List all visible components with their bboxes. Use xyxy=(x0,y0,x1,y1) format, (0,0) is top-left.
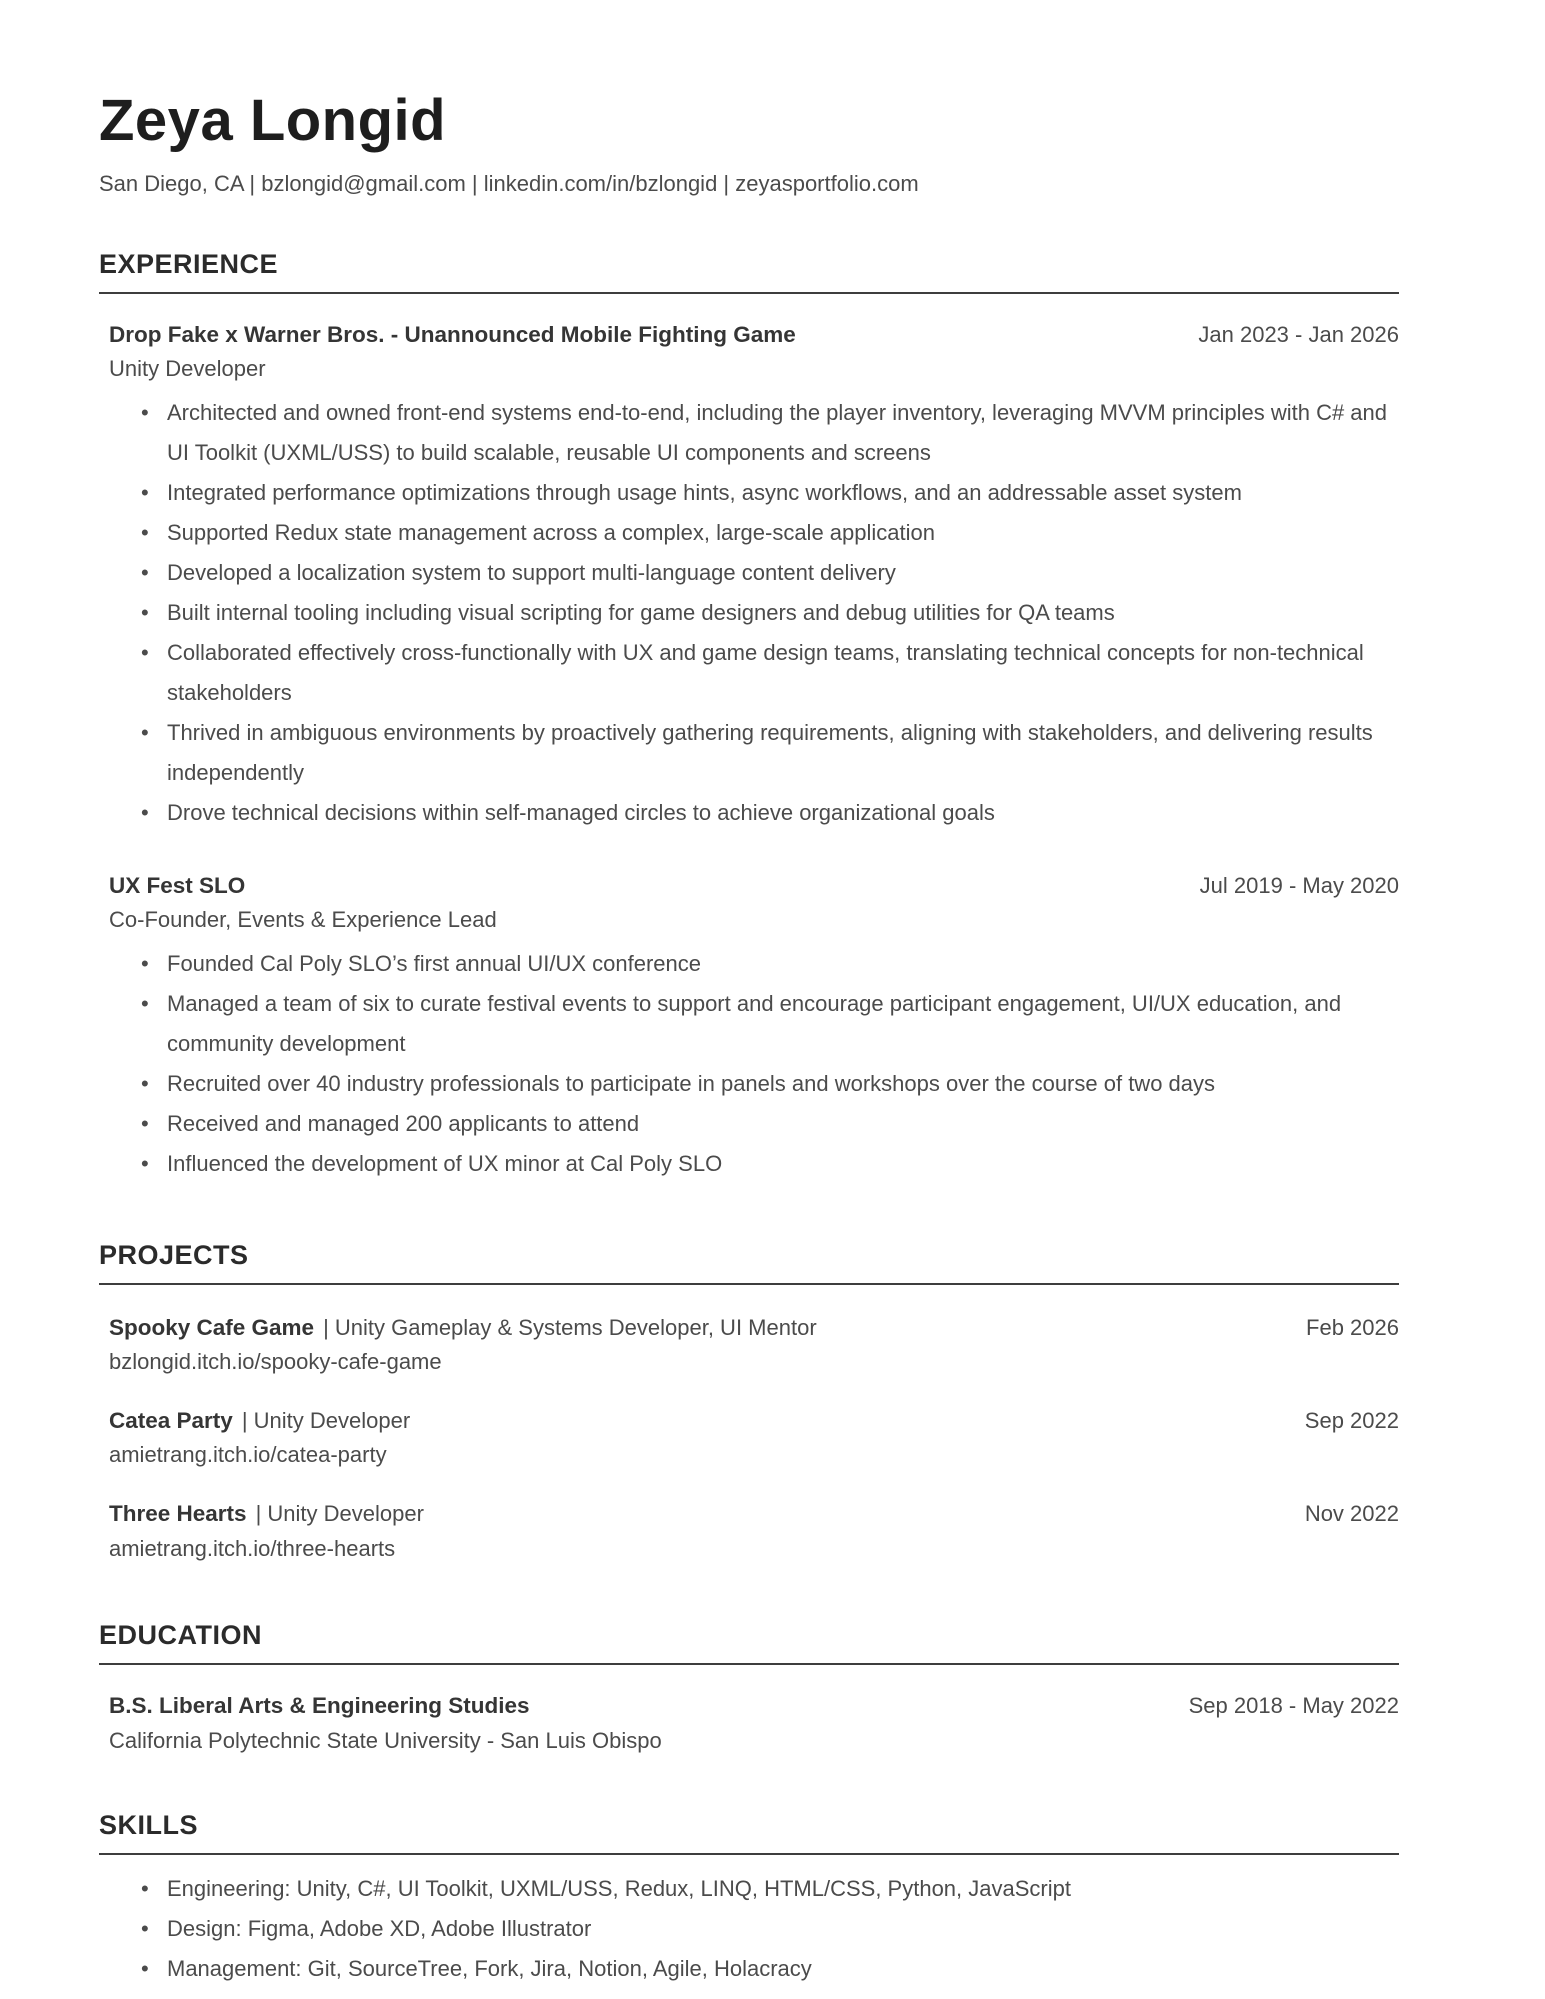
section-skills xyxy=(99,1810,1399,1989)
job-bullet: • Managed a team of six to curate festival events to support and encourage participant engagement, UI/UX education, and community development xyxy=(133,984,1399,1064)
project-role: | Unity Gameplay & Systems Developer, UI Mentor xyxy=(323,1315,817,1341)
job-bullet: • Developed a localization system to support multi-language content delivery xyxy=(133,553,1399,593)
skill-bullet-design: • Design: Figma, Adobe XD, Adobe Illustrator xyxy=(133,1909,1399,1949)
job-bullet: • Influenced the development of UX minor at Cal Poly SLO xyxy=(133,1144,1399,1184)
education-entry xyxy=(109,1691,1399,1753)
candidate-name: Zeya Longid xyxy=(99,88,447,153)
school-name: California Polytechnic State University - San Luis Obispo xyxy=(109,1727,662,1753)
job-role: Unity Developer xyxy=(109,355,266,381)
experience-heading: EXPERIENCE xyxy=(99,249,1399,294)
project-date: Feb 2026 xyxy=(1306,1315,1399,1341)
section-education xyxy=(99,1620,1399,1753)
job-bullet: • Collaborated effectively cross-functionally with UX and game design teams, translating technical concepts for non-technical stakeholders xyxy=(133,633,1399,713)
skill-bullet-management: • Management: Git, SourceTree, Fork, Jira, Notion, Agile, Holacracy xyxy=(133,1949,1399,1989)
job-bullet: • Recruited over 40 industry professionals to participate in panels and workshops over the course of two days xyxy=(133,1064,1399,1104)
project-title: Spooky Cafe Game xyxy=(109,1315,315,1341)
job-bullet: • Architected and owned front-end systems end-to-end, including the player inventory, leveraging MVVM principles with C# and UI Toolkit (UXML/USS) to build scalable, reusable UI components and screens xyxy=(133,393,1399,473)
skills-bullet-list xyxy=(109,1869,1399,1989)
project-entry-spooky-cafe xyxy=(109,1313,1399,1378)
job-bullet: • Supported Redux state management across a complex, large-scale application xyxy=(133,513,1399,553)
education-heading: EDUCATION xyxy=(99,1620,1399,1665)
project-link: bzlongid.itch.io/spooky-cafe-game xyxy=(109,1349,442,1375)
education-date: Sep 2018 - May 2022 xyxy=(1188,1693,1399,1719)
project-title-line xyxy=(109,1499,424,1528)
job-title-row xyxy=(109,320,1399,349)
skills-list-wrap xyxy=(109,1869,1399,1989)
job-bullet: • Integrated performance optimizations through usage hints, async workflows, and an addressable asset system xyxy=(133,473,1399,513)
job-bullet: • Thrived in ambiguous environments by proactively gathering requirements, aligning with stakeholders, and delivering results independently xyxy=(133,713,1399,793)
project-role: | Unity Developer xyxy=(255,1501,424,1527)
project-title-row xyxy=(109,1499,1399,1528)
project-entry-catea-party xyxy=(109,1406,1399,1471)
section-experience xyxy=(99,249,1399,1185)
project-link: amietrang.itch.io/three-hearts xyxy=(109,1535,396,1561)
job-title-row xyxy=(109,871,1399,900)
project-date: Nov 2022 xyxy=(1304,1501,1399,1527)
section-projects xyxy=(99,1240,1399,1564)
project-title: Catea Party xyxy=(109,1408,233,1434)
project-title-row xyxy=(109,1313,1399,1342)
job-entry-uxfest xyxy=(109,871,1399,1184)
skill-bullet-engineering: • Engineering: Unity, C#, UI Toolkit, UXML/USS, Redux, LINQ, HTML/CSS, Python, JavaScript xyxy=(133,1869,1399,1909)
project-date: Sep 2022 xyxy=(1304,1408,1399,1434)
project-role: | Unity Developer xyxy=(241,1408,411,1434)
project-entry-three-hearts xyxy=(109,1499,1399,1564)
project-title-row xyxy=(109,1406,1399,1435)
project-title-line xyxy=(109,1406,410,1435)
job-role: Co-Founder, Events & Experience Lead xyxy=(109,907,497,933)
job-bullet-list xyxy=(109,393,1399,833)
job-date: Jan 2023 - Jan 2026 xyxy=(1198,321,1399,347)
job-bullet-list xyxy=(109,944,1399,1184)
job-bullet: • Founded Cal Poly SLO’s first annual UI/UX conference xyxy=(133,944,1399,984)
project-link: amietrang.itch.io/catea-party xyxy=(109,1442,387,1468)
job-bullet: • Built internal tooling including visual scripting for game designers and debug utilities for QA teams xyxy=(133,593,1399,633)
skills-heading: SKILLS xyxy=(99,1810,1399,1855)
job-date: Jul 2019 - May 2020 xyxy=(1199,872,1399,898)
resume-header xyxy=(99,88,1399,197)
education-title-row xyxy=(109,1691,1399,1720)
project-title: Three Hearts xyxy=(109,1501,247,1527)
job-title: Drop Fake x Warner Bros. - Unannounced Mobile Fighting Game xyxy=(109,321,796,347)
job-bullet: • Drove technical decisions within self-managed circles to achieve organizational goals xyxy=(133,793,1399,833)
project-title-line xyxy=(109,1313,817,1342)
job-title: UX Fest SLO xyxy=(109,872,246,898)
job-bullet: • Received and managed 200 applicants to attend xyxy=(133,1104,1399,1144)
contact-line: San Diego, CA | bzlongid@gmail.com | linkedin.com/in/bzlongid | zeyasportfolio.com xyxy=(99,170,919,196)
degree-title: B.S. Liberal Arts & Engineering Studies xyxy=(109,1693,530,1719)
projects-heading: PROJECTS xyxy=(99,1240,1399,1285)
job-entry-dropfake xyxy=(109,320,1399,833)
